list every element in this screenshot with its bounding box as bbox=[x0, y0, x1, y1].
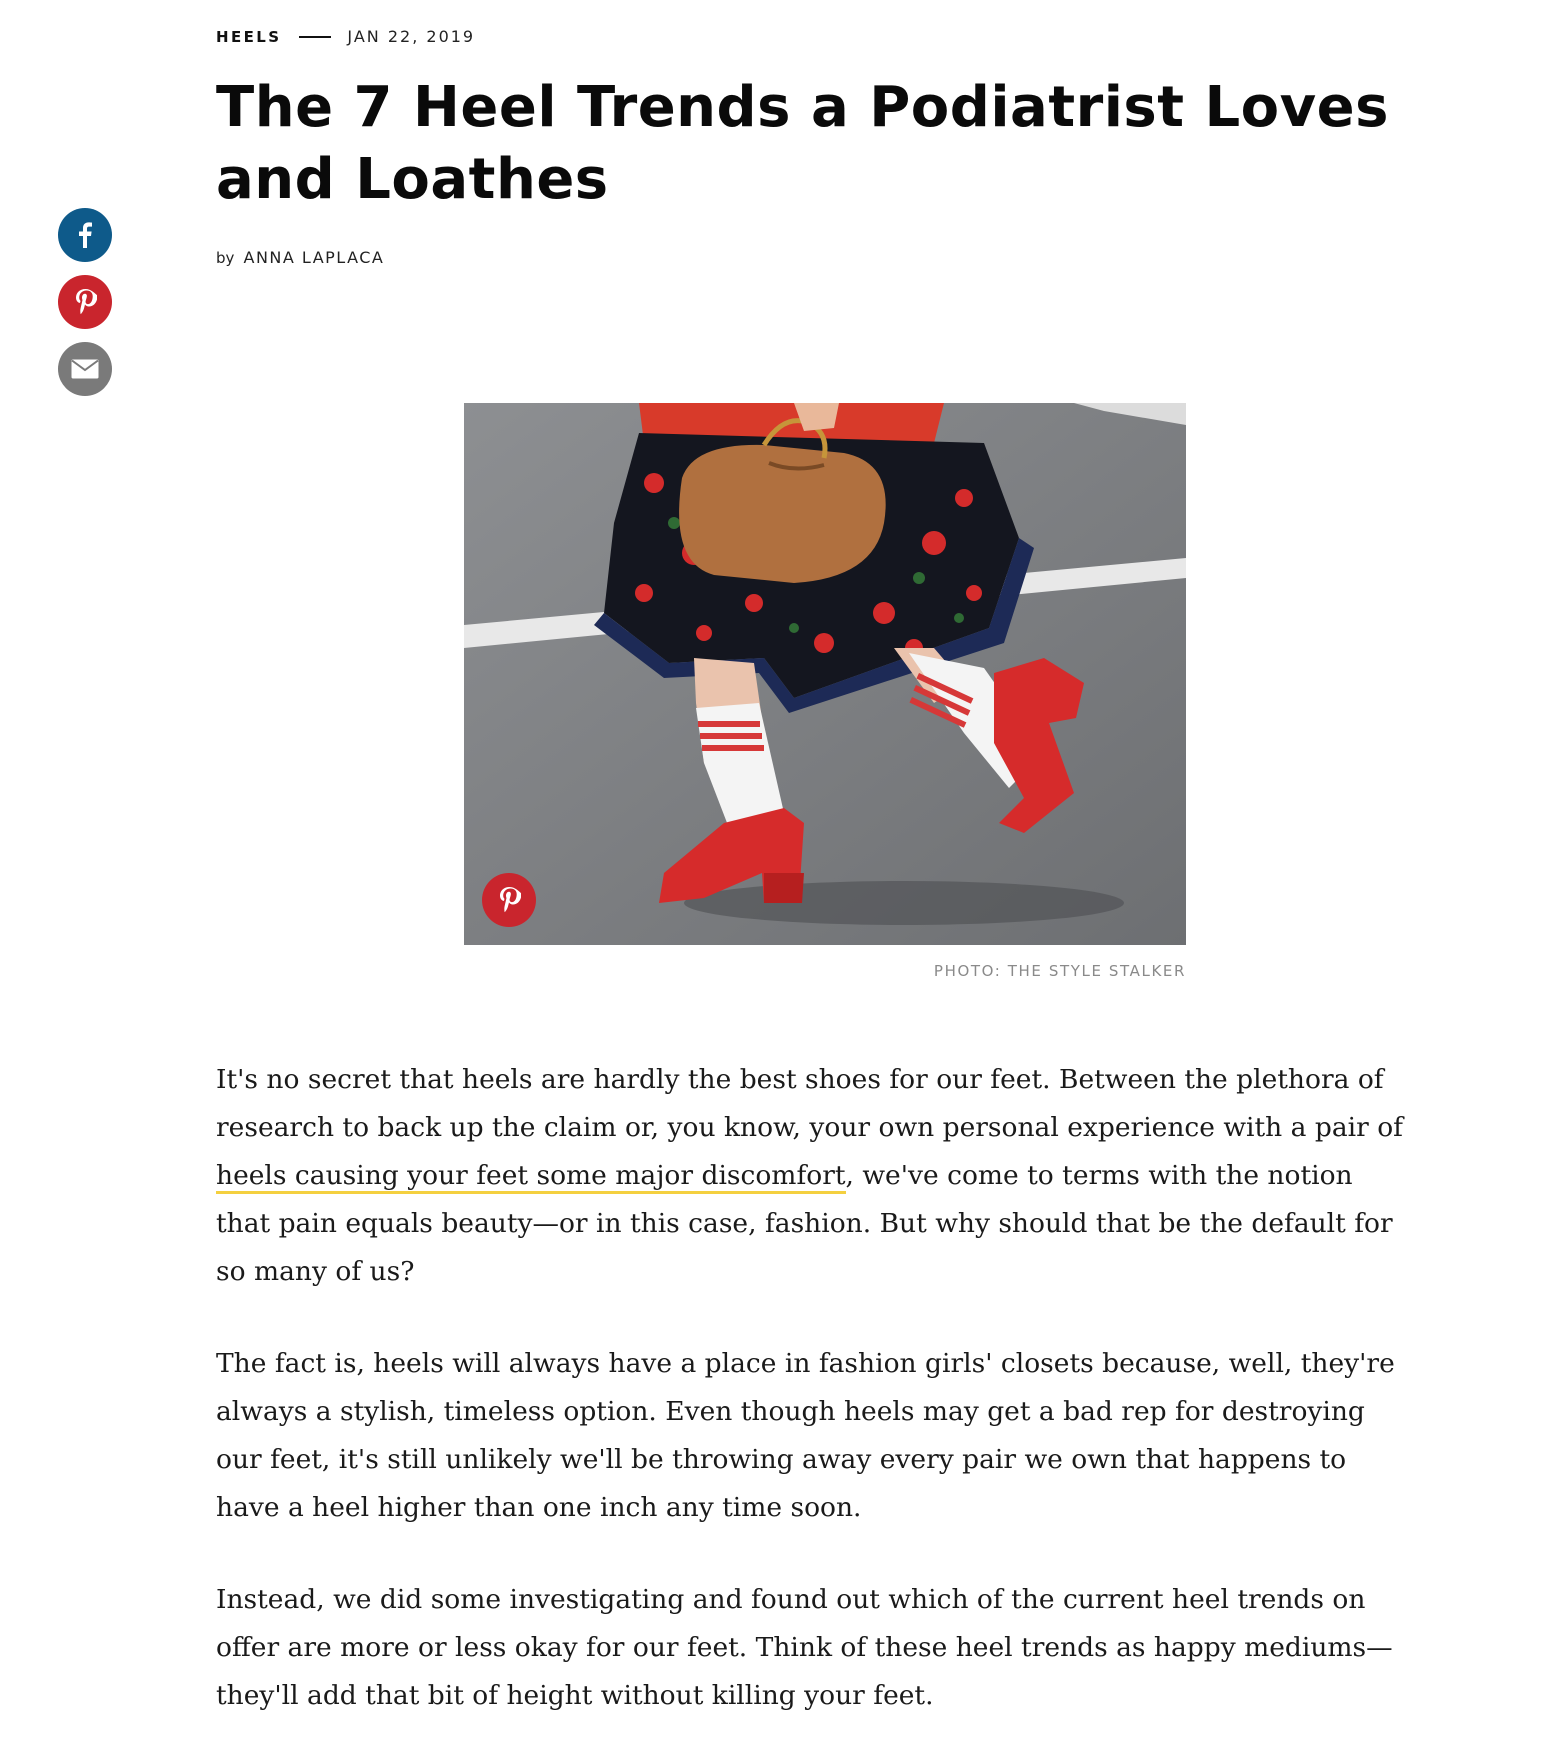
byline bbox=[216, 248, 384, 267]
article-meta bbox=[216, 27, 475, 46]
paragraph-1-text-a: It's no secret that heels are hardly the best shoes for our feet. Between the plethora of research to back up the claim or, you know, your own personal experience with a pair of bbox=[216, 1064, 1403, 1143]
mail-icon bbox=[71, 359, 99, 379]
meta-divider bbox=[299, 36, 331, 38]
paragraph-3: Instead, we did some investigating and found out which of the current heel trends on offer are more or less okay for our feet. Think of these heel trends as happy mediums—they'll add that bit of height without killing your feet. bbox=[216, 1584, 1393, 1711]
pinterest-icon bbox=[497, 886, 521, 914]
article-body bbox=[216, 1056, 1406, 1764]
photo-credit: PHOTO: THE STYLE STALKER bbox=[933, 962, 1186, 980]
pinterest-icon bbox=[73, 288, 97, 316]
paragraph-1 bbox=[216, 1056, 1406, 1296]
paragraph-2: The fact is, heels will always have a place in fashion girls' closets because, well, they're always a stylish, timeless option. Even though heels may get a bad rep for destroying our feet, it's still unlikely we'll be throwing away every pair we own that happens to have a heel higher than one inch any time soon. bbox=[216, 1348, 1395, 1523]
share-rail bbox=[58, 208, 112, 409]
hero-photo bbox=[464, 403, 1186, 945]
facebook-share-button[interactable] bbox=[58, 208, 112, 262]
email-share-button[interactable] bbox=[58, 342, 112, 396]
publish-date: JAN 22, 2019 bbox=[347, 27, 476, 46]
facebook-icon bbox=[74, 222, 96, 248]
inline-link-heels-discomfort[interactable]: heels causing your feet some major discomfort bbox=[216, 1160, 846, 1194]
pinterest-share-button[interactable] bbox=[58, 275, 112, 329]
category-link[interactable]: HEELS bbox=[216, 27, 282, 46]
page-title: The 7 Heel Trends a Podiatrist Loves and Loathes bbox=[216, 75, 1389, 212]
hero-image bbox=[464, 403, 1186, 945]
pin-image-button[interactable] bbox=[482, 873, 536, 927]
byline-prefix: by bbox=[216, 249, 235, 267]
paragraph-1-text-b: , we've come to terms with the notion that pain equals beauty—or in this case, fashion. But why should that be the default for so many of us? bbox=[216, 1160, 1393, 1287]
author-link[interactable]: ANNA LAPLACA bbox=[243, 248, 385, 267]
